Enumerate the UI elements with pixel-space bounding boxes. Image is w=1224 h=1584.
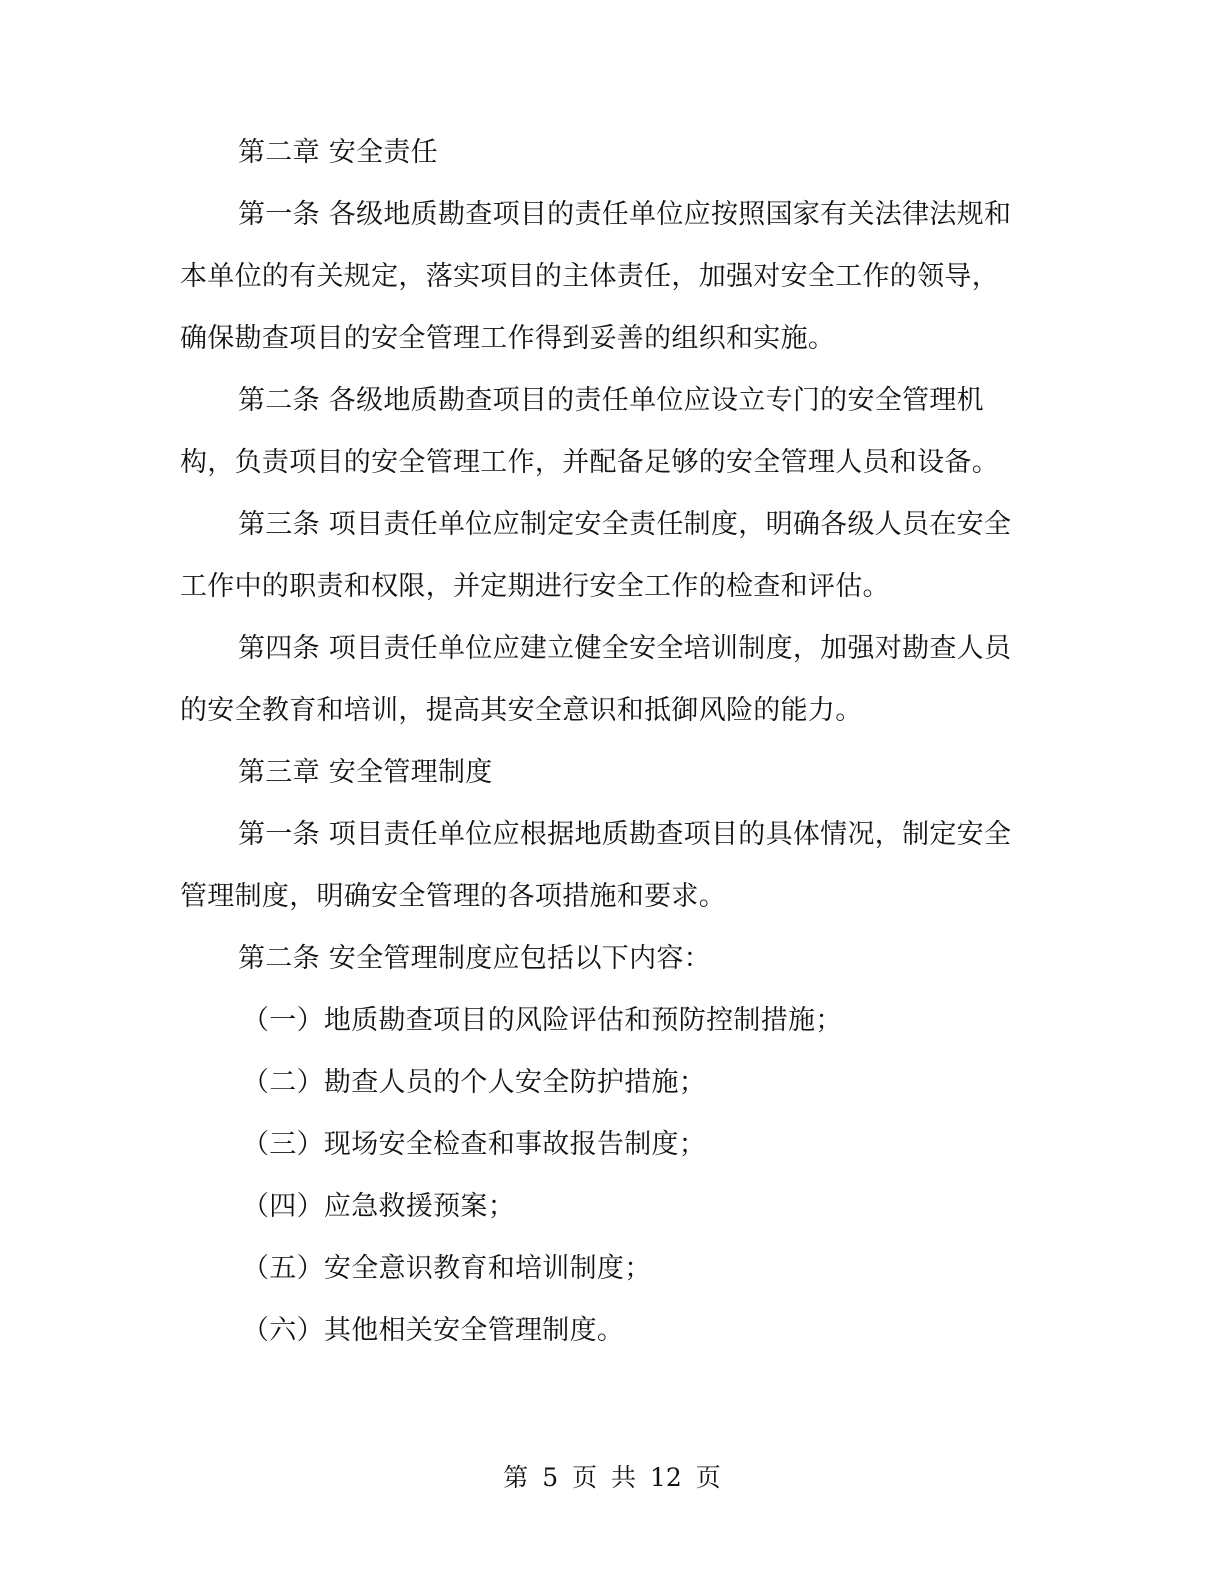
paragraph-line: 第二条 各级地质勘查项目的责任单位应设立专门的安全管理机 [238,385,984,416]
paragraph-line: 的安全教育和培训，提高其安全意识和抵御风险的能力。 [180,695,863,726]
list-item: （四）应急救援预案； [242,1191,515,1222]
paragraph-line: 确保勘查项目的安全管理工作得到妥善的组织和实施。 [180,323,836,354]
page-number-footer: 第 5 页 共 12 页 [503,1463,721,1492]
list-item: （六）其他相关安全管理制度。 [242,1315,625,1346]
paragraph-line: 第一条 项目责任单位应根据地质勘查项目的具体情况，制定安全 [238,819,1012,850]
list-item: （一）地质勘查项目的风险评估和预防控制措施； [242,1005,843,1036]
paragraph-line: 第四条 项目责任单位应建立健全安全培训制度，加强对勘查人员 [238,633,1012,664]
chapter-heading: 第二章 安全责任 [238,137,438,168]
chapter-heading: 第三章 安全管理制度 [238,757,493,788]
paragraph-line: 工作中的职责和权限，并定期进行安全工作的检查和评估。 [180,571,890,602]
list-item: （三）现场安全检查和事故报告制度； [242,1129,707,1160]
paragraph-line: 第一条 各级地质勘查项目的责任单位应按照国家有关法律法规和 [238,199,1012,230]
paragraph-line: 第二条 安全管理制度应包括以下内容： [238,943,711,974]
paragraph-line: 第三条 项目责任单位应制定安全责任制度，明确各级人员在安全 [238,509,1012,540]
list-item: （二）勘查人员的个人安全防护措施； [242,1067,707,1098]
paragraph-line: 本单位的有关规定，落实项目的主体责任，加强对安全工作的领导， [180,261,999,292]
list-item: （五）安全意识教育和培训制度； [242,1253,652,1284]
paragraph-line: 管理制度，明确安全管理的各项措施和要求。 [180,881,726,912]
document-body [180,122,1040,1362]
paragraph-line: 构，负责项目的安全管理工作，并配备足够的安全管理人员和设备。 [180,447,999,478]
